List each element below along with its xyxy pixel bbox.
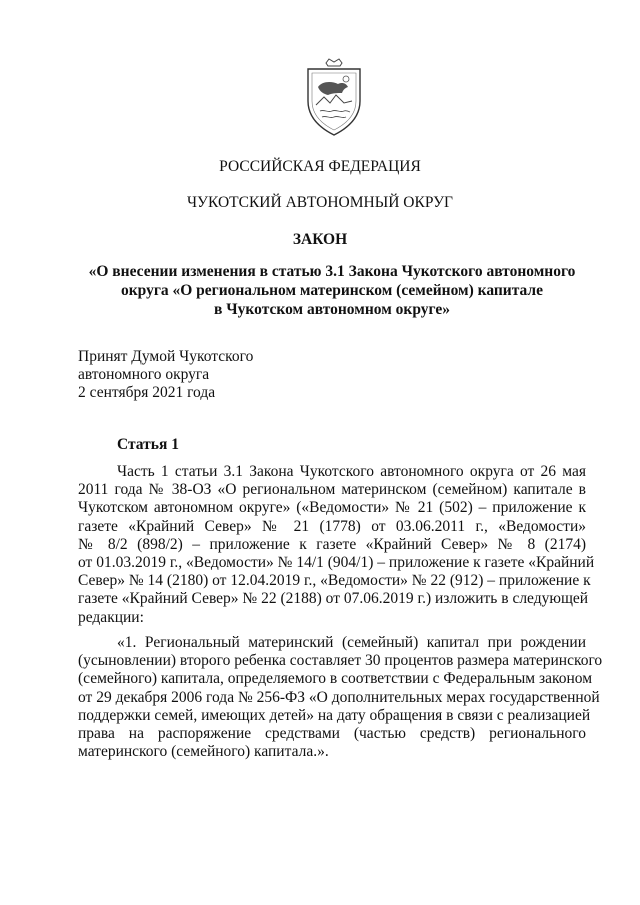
adoption-info xyxy=(78,348,253,402)
paragraph-line: материнского (семейного) капитала.». xyxy=(78,743,329,761)
law-title-line: округа «О региональном материнском (семейном) капитале xyxy=(120,282,544,299)
paragraph-line: (семейного) капитала, определяемого в соответствии с Федеральным законом xyxy=(78,670,593,688)
region-heading: ЧУКОТСКИЙ АВТОНОМНЫЙ ОКРУГ xyxy=(186,194,454,211)
article-paragraph-1 xyxy=(78,463,595,627)
paragraph-line: (усыновлении) второго ребенка составляет 30 процентов размера материнского xyxy=(78,652,603,670)
paragraph-line: газете «Крайний Север» № 21 (1778) от 03.06.2011 г., «Ведомости» xyxy=(78,517,586,535)
paragraph-line: от 01.03.2019 г., «Ведомости» № 14/1 (904/1) – приложение к газете «Крайний xyxy=(78,553,595,571)
article-paragraph-2 xyxy=(78,634,603,761)
coat-of-arms-icon xyxy=(302,57,366,137)
paragraph-line: № 8/2 (898/2) – приложение к газете «Крайний Север» № 8 (2174) xyxy=(78,535,586,553)
article-heading: Статья 1 xyxy=(117,436,179,453)
paragraph-line: Часть 1 статьи 3.1 Закона Чукотского автономного округа от 26 мая xyxy=(117,463,586,480)
paragraph-line: «1. Региональный материнский (семейный) капитал при рождении xyxy=(117,634,586,651)
law-title-line: «О внесении изменения в статью 3.1 Закона Чукотского автономного xyxy=(88,263,576,280)
law-title xyxy=(78,262,586,319)
paragraph-line: Север» № 14 (2180) от 12.04.2019 г., «Ведомости» № 22 (912) – приложение к xyxy=(78,572,591,590)
paragraph-line: поддержки семей, имеющих детей» на дату обращения в связи с реализацией xyxy=(78,706,591,724)
law-title-line: в Чукотском автономном округе» xyxy=(214,301,450,318)
document-type-heading: ЗАКОН xyxy=(292,231,348,248)
paragraph-line: Чукотском автономном округе» («Ведомости» № 21 (502) – приложение к xyxy=(78,499,586,517)
adoption-line: автономного округа xyxy=(78,366,210,383)
paragraph-line: редакции: xyxy=(78,608,144,626)
paragraph-line: права на распоряжение средствами (частью средств) регионального xyxy=(78,724,586,742)
adoption-line: Принят Думой Чукотского xyxy=(78,348,254,365)
paragraph-line: 2011 года № 38-ОЗ «О региональном материнском (семейном) капитале в xyxy=(78,481,586,499)
paragraph-line: газете «Крайний Север» № 22 (2188) от 07.06.2019 г.) изложить в следующей xyxy=(78,590,589,608)
paragraph-line: от 29 декабря 2006 года № 256-ФЗ «О дополнительных мерах государственной xyxy=(78,688,600,706)
country-heading: РОССИЙСКАЯ ФЕДЕРАЦИЯ xyxy=(219,158,421,175)
adoption-date: 2 сентября 2021 года xyxy=(78,384,216,401)
